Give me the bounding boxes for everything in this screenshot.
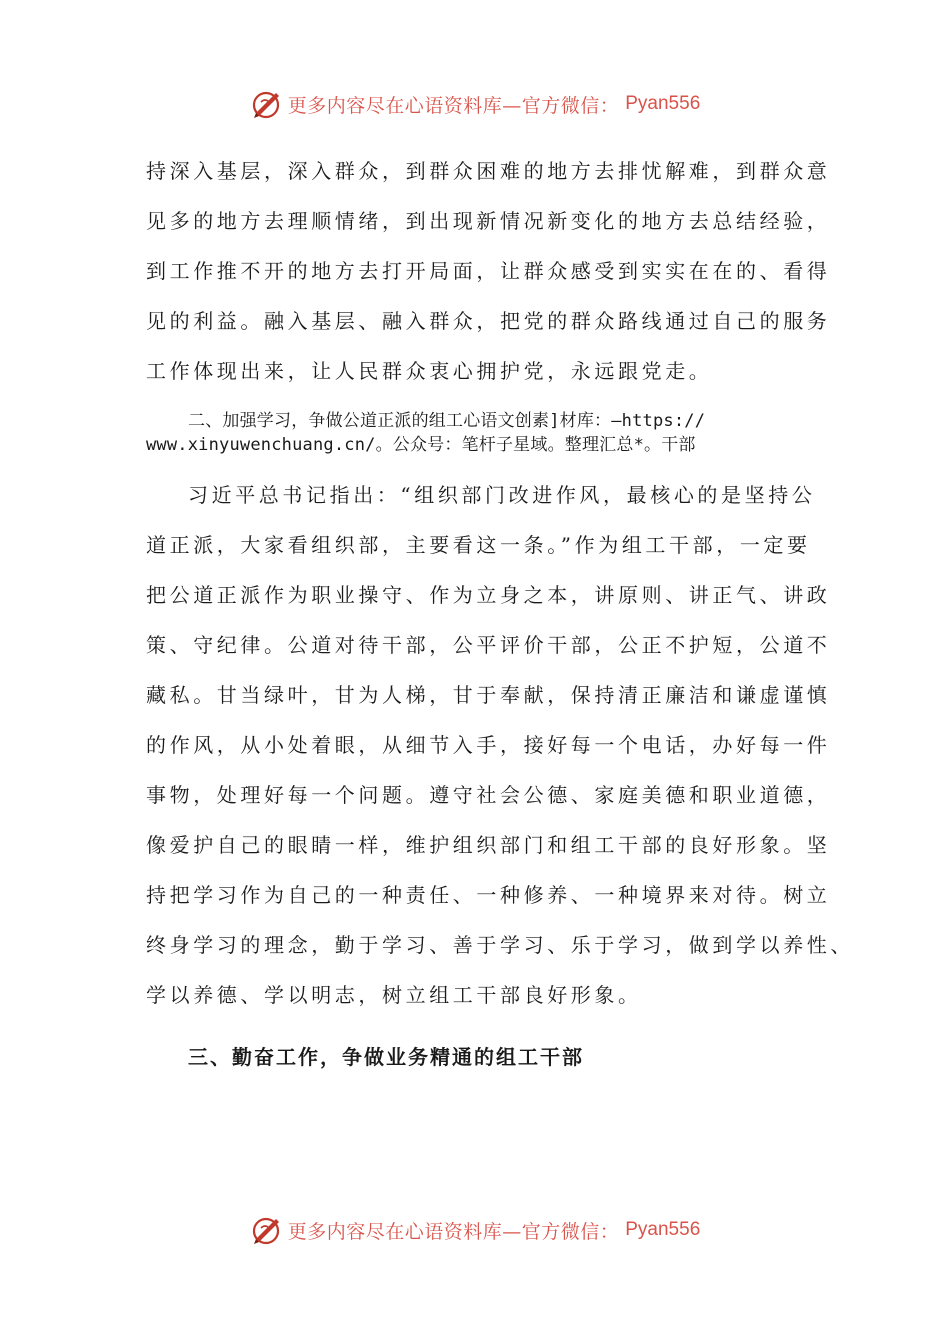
banner-wechat-id: Pyan556	[625, 1219, 701, 1240]
paragraph1-line: 见多的地方去理顺情绪，到出现新情况新变化的地方去总结经验，	[146, 209, 831, 233]
paragraph2-line: 终身学习的理念，勤于学习、善于学习、乐于学习，做到学以养性、	[146, 933, 854, 957]
paragraph2-line: 持把学习作为自己的一种责任、一种修养、一种境界来对待。树立	[146, 883, 831, 907]
footer-banner-inner	[250, 1213, 701, 1247]
paragraph2-line: 道正派，大家看组织部，主要看这一条。”作为组工干部，一定要	[146, 533, 811, 557]
paragraph2-line: 学以养德、学以明志，树立组工干部良好形象。	[146, 983, 642, 1007]
paragraph2-line: 的作风，从小处着眼，从细节入手，接好每一个电话，办好每一件	[146, 733, 831, 757]
banner-text: 更多内容尽在心语资料库—官方微信：	[287, 1220, 620, 1243]
footer-banner	[0, 1210, 950, 1250]
paragraph1-line: 工作体现出来，让人民群众衷心拥护党，永远跟党走。	[146, 359, 713, 383]
pen-logo-icon	[250, 87, 284, 121]
pen-logo-icon	[250, 1213, 284, 1247]
paragraph2-line: 习近平总书记指出：“组织部门改进作风，最核心的是坚持公	[188, 483, 816, 507]
banner-wechat-id: Pyan556	[625, 93, 701, 114]
header-banner-inner	[250, 87, 701, 121]
header-banner	[0, 84, 950, 124]
paragraph2-line: 像爱护自己的眼睛一样，维护组织部门和组工干部的良好形象。坚	[146, 833, 831, 857]
paragraph1-line: 持深入基层，深入群众，到群众困难的地方去排忧解难，到群众意	[146, 159, 831, 183]
paragraph1-line: 见的利益。融入基层、融入群众，把党的群众路线通过自己的服务	[146, 309, 831, 333]
paragraph2-line: 事物，处理好每一个问题。遵守社会公德、家庭美德和职业道德，	[146, 783, 831, 807]
section2-heading-line: 二、加强学习，争做公道正派的组工心语文创素]材库：—https://	[188, 411, 706, 431]
section2-heading-line: www.xinyuwenchuang.cn/。公众号：笔杆子星域。整理汇总*。干部	[146, 435, 696, 455]
paragraph2-line: 藏私。甘当绿叶，甘为人梯，甘于奉献，保持清正廉洁和谦虚谨慎	[146, 683, 831, 707]
document-body	[146, 146, 854, 1020]
paragraph1-line: 到工作推不开的地方去打开局面，让群众感受到实实在在的、看得	[146, 259, 831, 283]
banner-text: 更多内容尽在心语资料库—官方微信：	[287, 94, 620, 117]
paragraph2-line: 把公道正派作为职业操守、作为立身之本，讲原则、讲正气、讲政	[146, 583, 831, 607]
paragraph2-line: 策、守纪律。公道对待干部，公平评价干部，公正不护短，公道不	[146, 633, 831, 657]
section3-heading: 三、勤奋工作，争做业务精通的组工干部	[188, 1045, 584, 1069]
